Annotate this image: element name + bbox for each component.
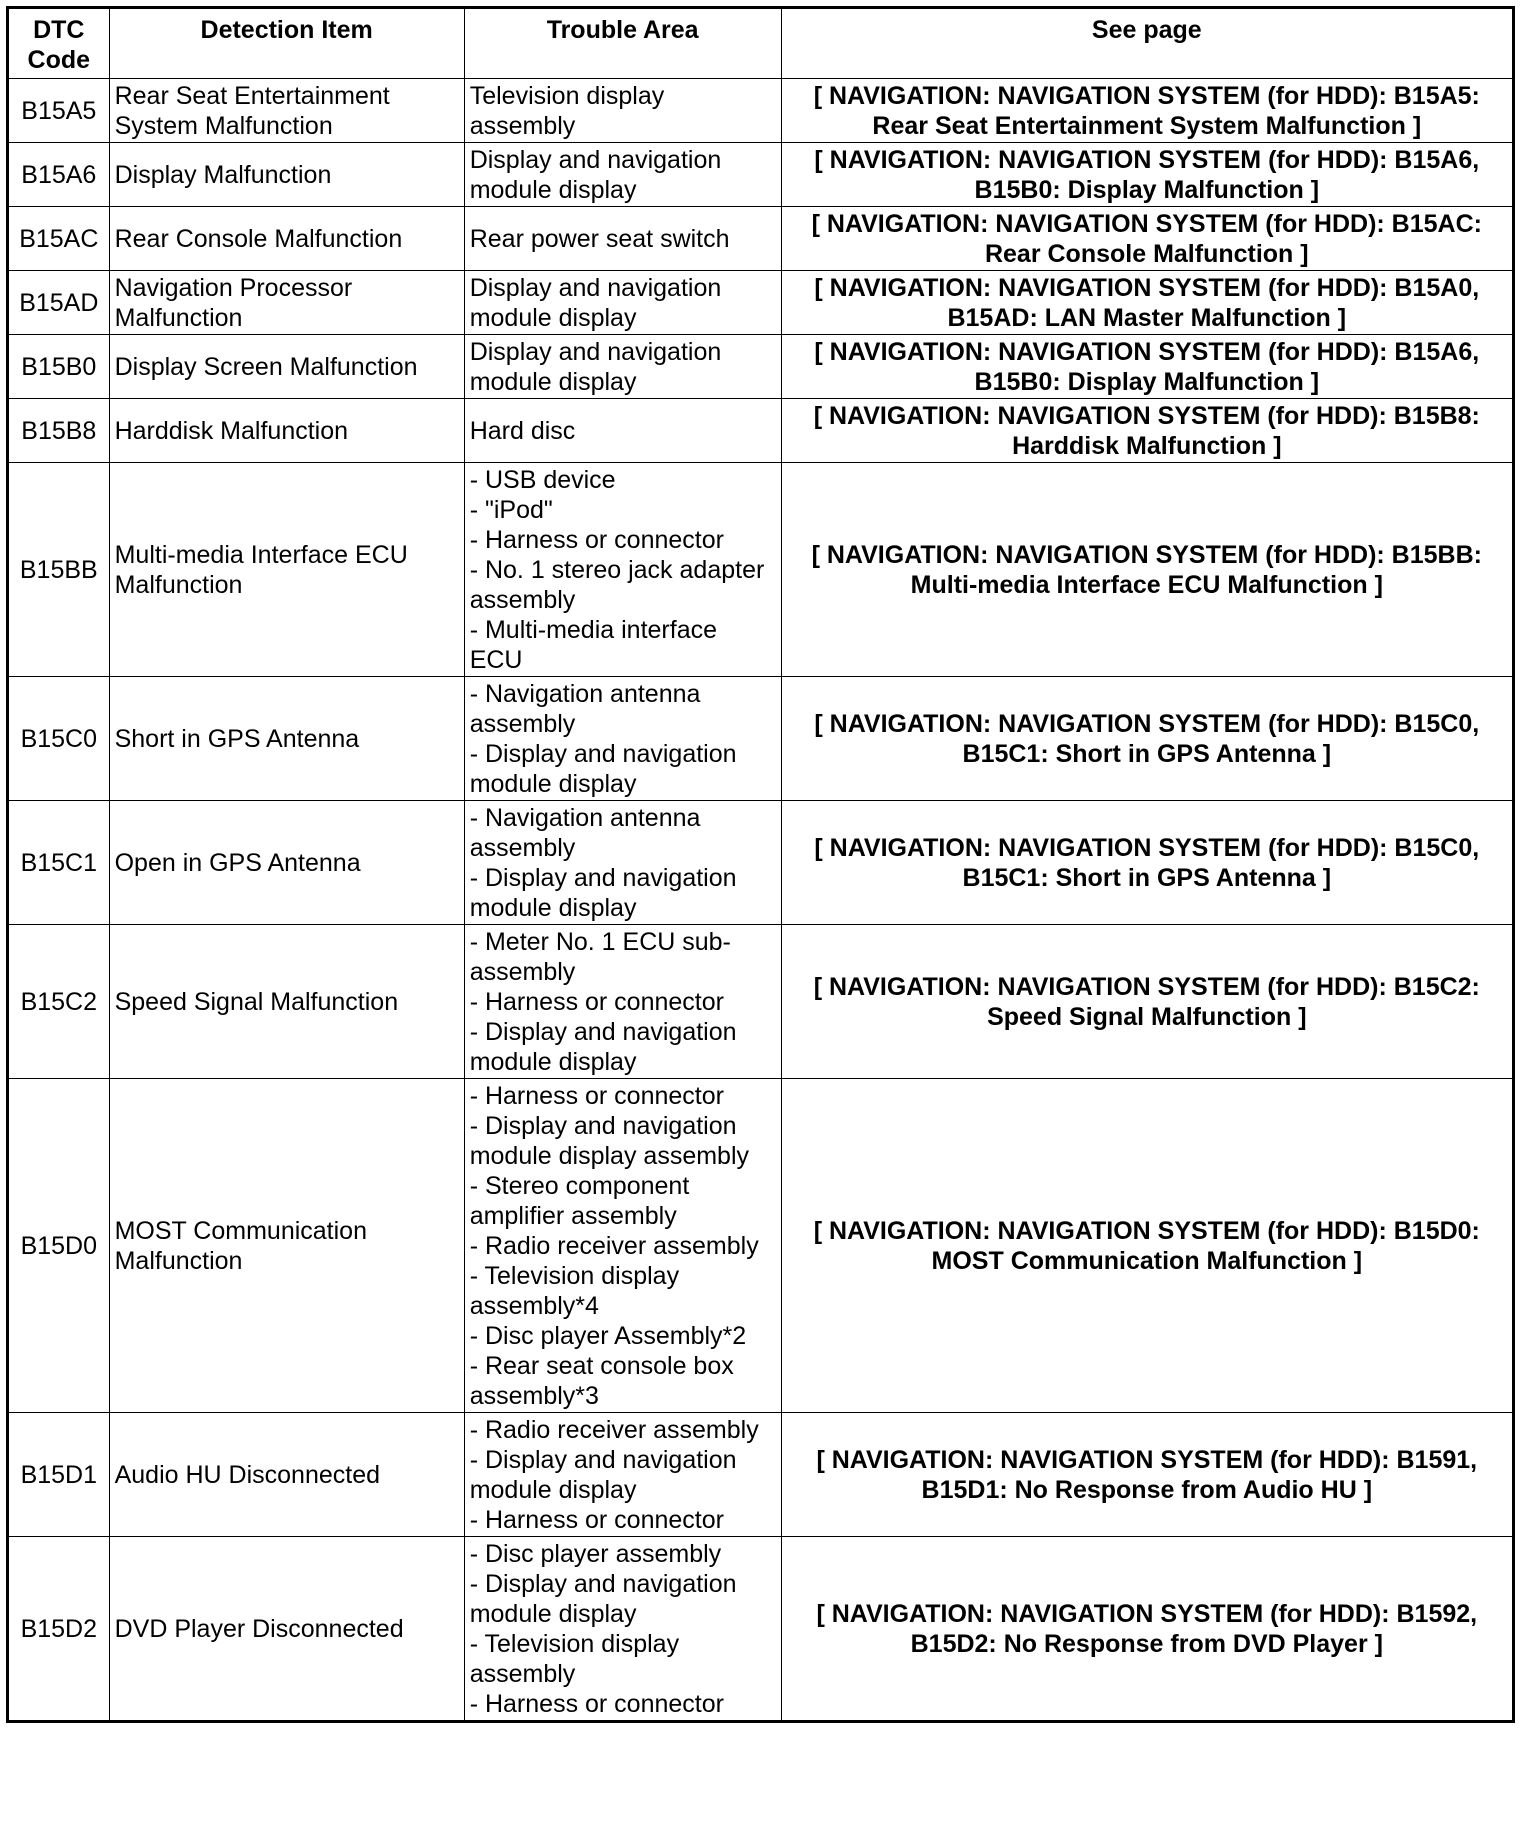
- table-row: [8, 207, 1514, 271]
- detection-item-cell: Audio HU Disconnected: [109, 1413, 464, 1537]
- dtc-code-cell: B15AD: [8, 271, 110, 335]
- table-row: [8, 463, 1514, 677]
- table-row: [8, 143, 1514, 207]
- table-header: [8, 8, 1514, 79]
- see-page-link[interactable]: [ NAVIGATION: NAVIGATION SYSTEM (for HDD): B15D0: MOST Communication Malfunction ]: [781, 1079, 1513, 1413]
- detection-item-cell: Display Malfunction: [109, 143, 464, 207]
- trouble-area-line: - Radio receiver assembly: [469, 1232, 759, 1260]
- see-page-link[interactable]: [ NAVIGATION: NAVIGATION SYSTEM (for HDD): B15C0, B15C1: Short in GPS Antenna ]: [781, 677, 1513, 801]
- dtc-code-cell: B15A5: [8, 79, 110, 143]
- table-row: [8, 1537, 1514, 1722]
- dtc-code-cell: B15A6: [8, 143, 110, 207]
- trouble-area-line: - Rear seat console box assembly*3: [469, 1352, 734, 1410]
- trouble-area-cell: [464, 399, 781, 463]
- trouble-area-line: Display and navigation module display: [469, 338, 722, 396]
- trouble-area-line: - Display and navigation module display: [469, 1570, 737, 1628]
- dtc-code-cell: B15C1: [8, 801, 110, 925]
- trouble-area-line: Rear power seat switch: [469, 225, 730, 253]
- trouble-area-cell: [464, 1413, 781, 1537]
- trouble-area-cell: [464, 207, 781, 271]
- detection-item-cell: Speed Signal Malfunction: [109, 925, 464, 1079]
- dtc-code-cell: B15AC: [8, 207, 110, 271]
- dtc-code-cell: B15C0: [8, 677, 110, 801]
- dtc-code-cell: B15B0: [8, 335, 110, 399]
- see-page-link[interactable]: [ NAVIGATION: NAVIGATION SYSTEM (for HDD): B15AC: Rear Console Malfunction ]: [781, 207, 1513, 271]
- trouble-area-line: - Television display assembly*4: [469, 1262, 680, 1320]
- detection-item-cell: Navigation Processor Malfunction: [109, 271, 464, 335]
- see-page-link[interactable]: [ NAVIGATION: NAVIGATION SYSTEM (for HDD): B1592, B15D2: No Response from DVD Player ]: [781, 1537, 1513, 1722]
- trouble-area-line: - Display and navigation module display assembly: [469, 1112, 749, 1170]
- see-page-link[interactable]: [ NAVIGATION: NAVIGATION SYSTEM (for HDD): B15A6, B15B0: Display Malfunction ]: [781, 143, 1513, 207]
- see-page-link[interactable]: [ NAVIGATION: NAVIGATION SYSTEM (for HDD): B15B8: Harddisk Malfunction ]: [781, 399, 1513, 463]
- trouble-area-cell: [464, 463, 781, 677]
- trouble-area-cell: [464, 271, 781, 335]
- trouble-area-cell: [464, 143, 781, 207]
- trouble-area-line: - Navigation antenna assembly: [469, 680, 701, 738]
- detection-item-cell: MOST Communication Malfunction: [109, 1079, 464, 1413]
- trouble-area-line: - Display and navigation module display: [469, 1018, 737, 1076]
- see-page-link[interactable]: [ NAVIGATION: NAVIGATION SYSTEM (for HDD): B15C0, B15C1: Short in GPS Antenna ]: [781, 801, 1513, 925]
- detection-item-cell: Short in GPS Antenna: [109, 677, 464, 801]
- trouble-area-line: - Navigation antenna assembly: [469, 804, 701, 862]
- dtc-code-cell: B15D1: [8, 1413, 110, 1537]
- trouble-area-cell: [464, 335, 781, 399]
- trouble-area-line: - Television display assembly: [469, 1630, 680, 1688]
- trouble-area-line: - Harness or connector: [469, 526, 724, 554]
- trouble-area-line: - Disc player Assembly*2: [469, 1322, 747, 1350]
- trouble-area-line: Display and navigation module display: [469, 146, 722, 204]
- trouble-area-line: Hard disc: [469, 417, 576, 445]
- trouble-area-line: - Display and navigation module display: [469, 864, 737, 922]
- see-page-link[interactable]: [ NAVIGATION: NAVIGATION SYSTEM (for HDD): B15A0, B15AD: LAN Master Malfunction ]: [781, 271, 1513, 335]
- detection-item-cell: Harddisk Malfunction: [109, 399, 464, 463]
- trouble-area-cell: [464, 925, 781, 1079]
- table-row: [8, 79, 1514, 143]
- table-row: [8, 399, 1514, 463]
- trouble-area-line: - Harness or connector: [469, 988, 724, 1016]
- dtc-code-cell: B15B8: [8, 399, 110, 463]
- see-page-link[interactable]: [ NAVIGATION: NAVIGATION SYSTEM (for HDD): B1591, B15D1: No Response from Audio HU ]: [781, 1413, 1513, 1537]
- dtc-code-cell: B15D0: [8, 1079, 110, 1413]
- table-row: [8, 335, 1514, 399]
- trouble-area-line: - "iPod": [469, 496, 553, 524]
- table-body: [8, 79, 1514, 1722]
- header-see-page: See page: [781, 8, 1513, 79]
- dtc-table: [6, 6, 1515, 1723]
- see-page-link[interactable]: [ NAVIGATION: NAVIGATION SYSTEM (for HDD): B15A6, B15B0: Display Malfunction ]: [781, 335, 1513, 399]
- detection-item-cell: Multi-media Interface ECU Malfunction: [109, 463, 464, 677]
- table-row: [8, 1413, 1514, 1537]
- see-page-link[interactable]: [ NAVIGATION: NAVIGATION SYSTEM (for HDD): B15BB: Multi-media Interface ECU Malfunction ]: [781, 463, 1513, 677]
- detection-item-cell: DVD Player Disconnected: [109, 1537, 464, 1722]
- trouble-area-cell: [464, 79, 781, 143]
- trouble-area-line: - Multi-media interface ECU: [469, 616, 718, 674]
- header-trouble-area: Trouble Area: [464, 8, 781, 79]
- dtc-code-cell: B15D2: [8, 1537, 110, 1722]
- trouble-area-line: Display and navigation module display: [469, 274, 722, 332]
- trouble-area-line: - No. 1 stereo jack adapter assembly: [469, 556, 765, 614]
- detection-item-cell: Rear Console Malfunction: [109, 207, 464, 271]
- trouble-area-cell: [464, 801, 781, 925]
- trouble-area-cell: [464, 677, 781, 801]
- trouble-area-line: - Display and navigation module display: [469, 1446, 737, 1504]
- trouble-area-line: - Stereo component amplifier assembly: [469, 1172, 690, 1230]
- dtc-code-cell: B15BB: [8, 463, 110, 677]
- see-page-link[interactable]: [ NAVIGATION: NAVIGATION SYSTEM (for HDD): B15C2: Speed Signal Malfunction ]: [781, 925, 1513, 1079]
- trouble-area-line: - Display and navigation module display: [469, 740, 737, 798]
- trouble-area-line: - Radio receiver assembly: [469, 1416, 759, 1444]
- table-row: [8, 677, 1514, 801]
- trouble-area-line: Television display assembly: [469, 82, 665, 140]
- trouble-area-line: - Harness or connector: [469, 1690, 724, 1718]
- trouble-area-line: - Meter No. 1 ECU sub-assembly: [469, 928, 731, 986]
- see-page-link[interactable]: [ NAVIGATION: NAVIGATION SYSTEM (for HDD): B15A5: Rear Seat Entertainment System Malfunction ]: [781, 79, 1513, 143]
- trouble-area-line: - Harness or connector: [469, 1082, 724, 1110]
- trouble-area-cell: [464, 1537, 781, 1722]
- detection-item-cell: Open in GPS Antenna: [109, 801, 464, 925]
- header-dtc-code: DTC Code: [8, 8, 110, 79]
- trouble-area-line: - USB device: [469, 466, 616, 494]
- table-row: [8, 925, 1514, 1079]
- dtc-code-cell: B15C2: [8, 925, 110, 1079]
- trouble-area-cell: [464, 1079, 781, 1413]
- detection-item-cell: Rear Seat Entertainment System Malfunction: [109, 79, 464, 143]
- detection-item-cell: Display Screen Malfunction: [109, 335, 464, 399]
- trouble-area-line: - Disc player assembly: [469, 1540, 722, 1568]
- trouble-area-line: - Harness or connector: [469, 1506, 724, 1534]
- table-row: [8, 801, 1514, 925]
- header-detection-item: Detection Item: [109, 8, 464, 79]
- table-row: [8, 1079, 1514, 1413]
- table-row: [8, 271, 1514, 335]
- header-row: [8, 8, 1514, 79]
